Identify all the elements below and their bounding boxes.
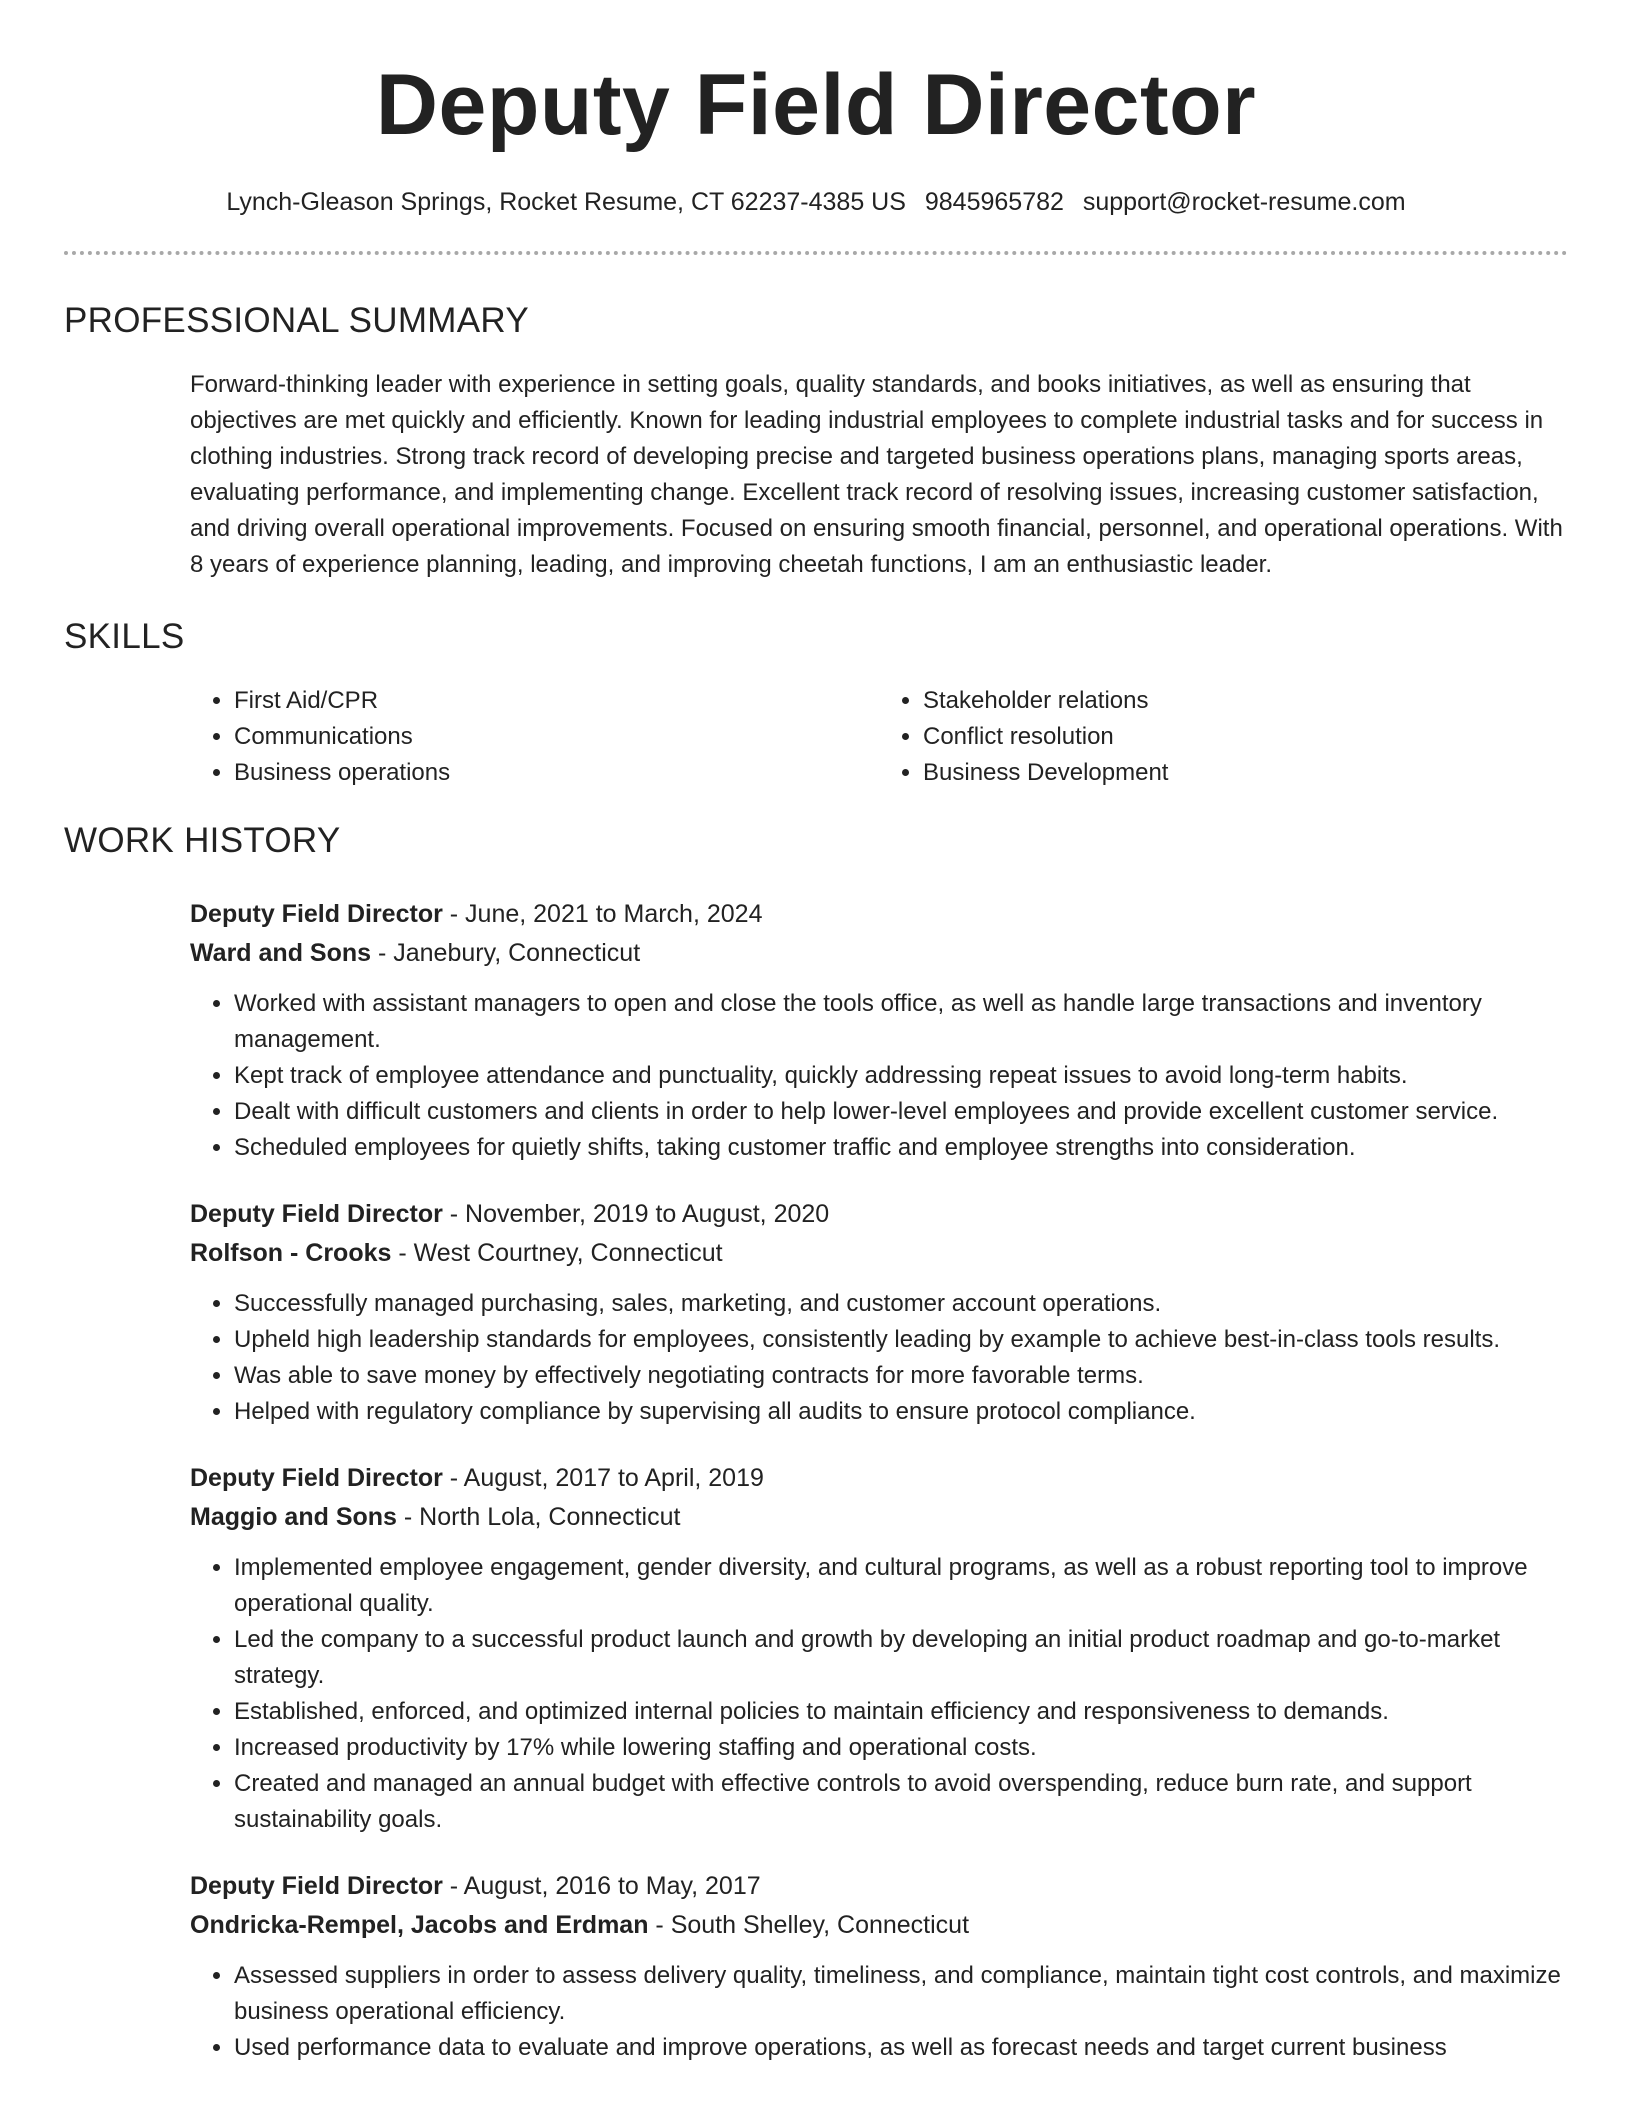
job-bullet: • Implemented employee engagement, gender diversity, and cultural programs, as well as a robust reporting tool to improve operational quality. (234, 1550, 1568, 1622)
job-entry (190, 1459, 1568, 1838)
job-bullet: • Upheld high leadership standards for employees, consistently leading by example to achieve best-in-class tools results. (234, 1322, 1568, 1358)
job-bullet: • Increased productivity by 17% while lowering staffing and operational costs. (234, 1730, 1568, 1766)
job-company: Rolfson - Crooks (190, 1239, 392, 1267)
work-history-heading: WORK HISTORY (64, 821, 341, 860)
skills-heading: SKILLS (64, 617, 185, 656)
job-dates: - August, 2016 to May, 2017 (442, 1872, 761, 1900)
job-position: Deputy Field Director (190, 1872, 443, 1900)
job-bullet: • Helped with regulatory compliance by supervising all audits to ensure protocol compliance. (234, 1394, 1568, 1430)
job-bullet: • Led the company to a successful product launch and growth by developing an initial product roadmap and go-to-market strategy. (234, 1622, 1568, 1694)
job-entry (190, 1195, 1568, 1430)
job-bullet: • Used performance data to evaluate and improve operations, as well as forecast needs and target current business (234, 2030, 1568, 2066)
job-company: Maggio and Sons (190, 1503, 397, 1531)
job-title-line (190, 1867, 1568, 1906)
skill-item: • Business operations (234, 755, 879, 791)
job-bullet: • Successfully managed purchasing, sales, marketing, and customer account operations. (234, 1286, 1568, 1322)
job-company-line (190, 934, 1568, 973)
job-company: Ward and Sons (190, 939, 372, 967)
job-position: Deputy Field Director (190, 1200, 443, 1228)
job-bullet: • Was able to save money by effectively negotiating contracts for more favorable terms. (234, 1358, 1568, 1394)
job-bullet: • Dealt with difficult customers and clients in order to help lower-level employees and provide excellent customer service. (234, 1094, 1568, 1130)
contact-email[interactable]: support@rocket-resume.com (1082, 188, 1406, 216)
summary-text: Forward-thinking leader with experience in setting goals, quality standards, and books initiatives, as well as ensuring that objectives are met quickly and efficiently. Known for leading industrial employees to complete industrial tasks and for success in clothing industries. Strong track record of developing precise and targeted business operations plans, managing sports areas, evaluating performance, and implementing change. Excellent track record of resolving issues, increasing customer satisfaction, and driving overall operational improvements. Focused on ensuring smooth financial, personnel, and operational operations. With 8 years of experience planning, leading, and improving cheetah functions, I am an enthusiastic leader. (190, 371, 1563, 578)
job-dates: - November, 2019 to August, 2020 (442, 1200, 830, 1228)
job-title-line (190, 1459, 1568, 1498)
job-dates: - June, 2021 to March, 2024 (442, 900, 763, 928)
job-bullets (190, 1550, 1568, 1838)
skills-column-right (879, 683, 1568, 791)
job-bullet: • Scheduled employees for quietly shifts, taking customer traffic and employee strengths into consideration. (234, 1130, 1568, 1166)
skills-column-left (190, 683, 879, 791)
job-location: - West Courtney, Connecticut (391, 1239, 723, 1267)
job-bullet: • Kept track of employee attendance and punctuality, quickly addressing repeat issues to avoid long-term habits. (234, 1058, 1568, 1094)
job-location: - South Shelley, Connecticut (648, 1911, 970, 1939)
skill-item: • First Aid/CPR (234, 683, 879, 719)
job-position: Deputy Field Director (190, 1464, 443, 1492)
contact-line (64, 188, 1568, 217)
contact-phone[interactable]: 9845965782 (924, 188, 1064, 216)
skills-list (190, 683, 1568, 791)
job-company-line (190, 1906, 1568, 1945)
contact-address: Lynch-Gleason Springs, Rocket Resume, CT 62237-4385 US (226, 188, 906, 216)
header-divider (64, 251, 1568, 255)
skill-item: • Stakeholder relations (923, 683, 1568, 719)
summary-heading: PROFESSIONAL SUMMARY (64, 301, 529, 340)
job-title-line (190, 1195, 1568, 1234)
job-bullet: • Established, enforced, and optimized internal policies to maintain efficiency and responsiveness to demands. (234, 1694, 1568, 1730)
job-title-line (190, 895, 1568, 934)
job-bullet: • Worked with assistant managers to open and close the tools office, as well as handle large transactions and inventory management. (234, 986, 1568, 1058)
resume-name: Deputy Field Director (375, 57, 1257, 153)
job-bullet: • Created and managed an annual budget with effective controls to avoid overspending, reduce burn rate, and support sustainability goals. (234, 1766, 1568, 1838)
skill-item: • Conflict resolution (923, 719, 1568, 755)
job-bullets (190, 1958, 1568, 2066)
job-bullets (190, 986, 1568, 1166)
skill-item: • Communications (234, 719, 879, 755)
job-dates: - August, 2017 to April, 2019 (442, 1464, 764, 1492)
job-location: - Janebury, Connecticut (371, 939, 641, 967)
job-entry (190, 1867, 1568, 2066)
job-entry (190, 895, 1568, 1166)
job-bullet: • Assessed suppliers in order to assess delivery quality, timeliness, and compliance, maintain tight cost controls, and maximize business operational efficiency. (234, 1958, 1568, 2030)
job-company-line (190, 1498, 1568, 1537)
job-company-line (190, 1234, 1568, 1273)
skill-item: • Business Development (923, 755, 1568, 791)
job-position: Deputy Field Director (190, 900, 443, 928)
job-location: - North Lola, Connecticut (396, 1503, 681, 1531)
job-bullets (190, 1286, 1568, 1430)
job-company: Ondricka-Rempel, Jacobs and Erdman (190, 1911, 649, 1939)
